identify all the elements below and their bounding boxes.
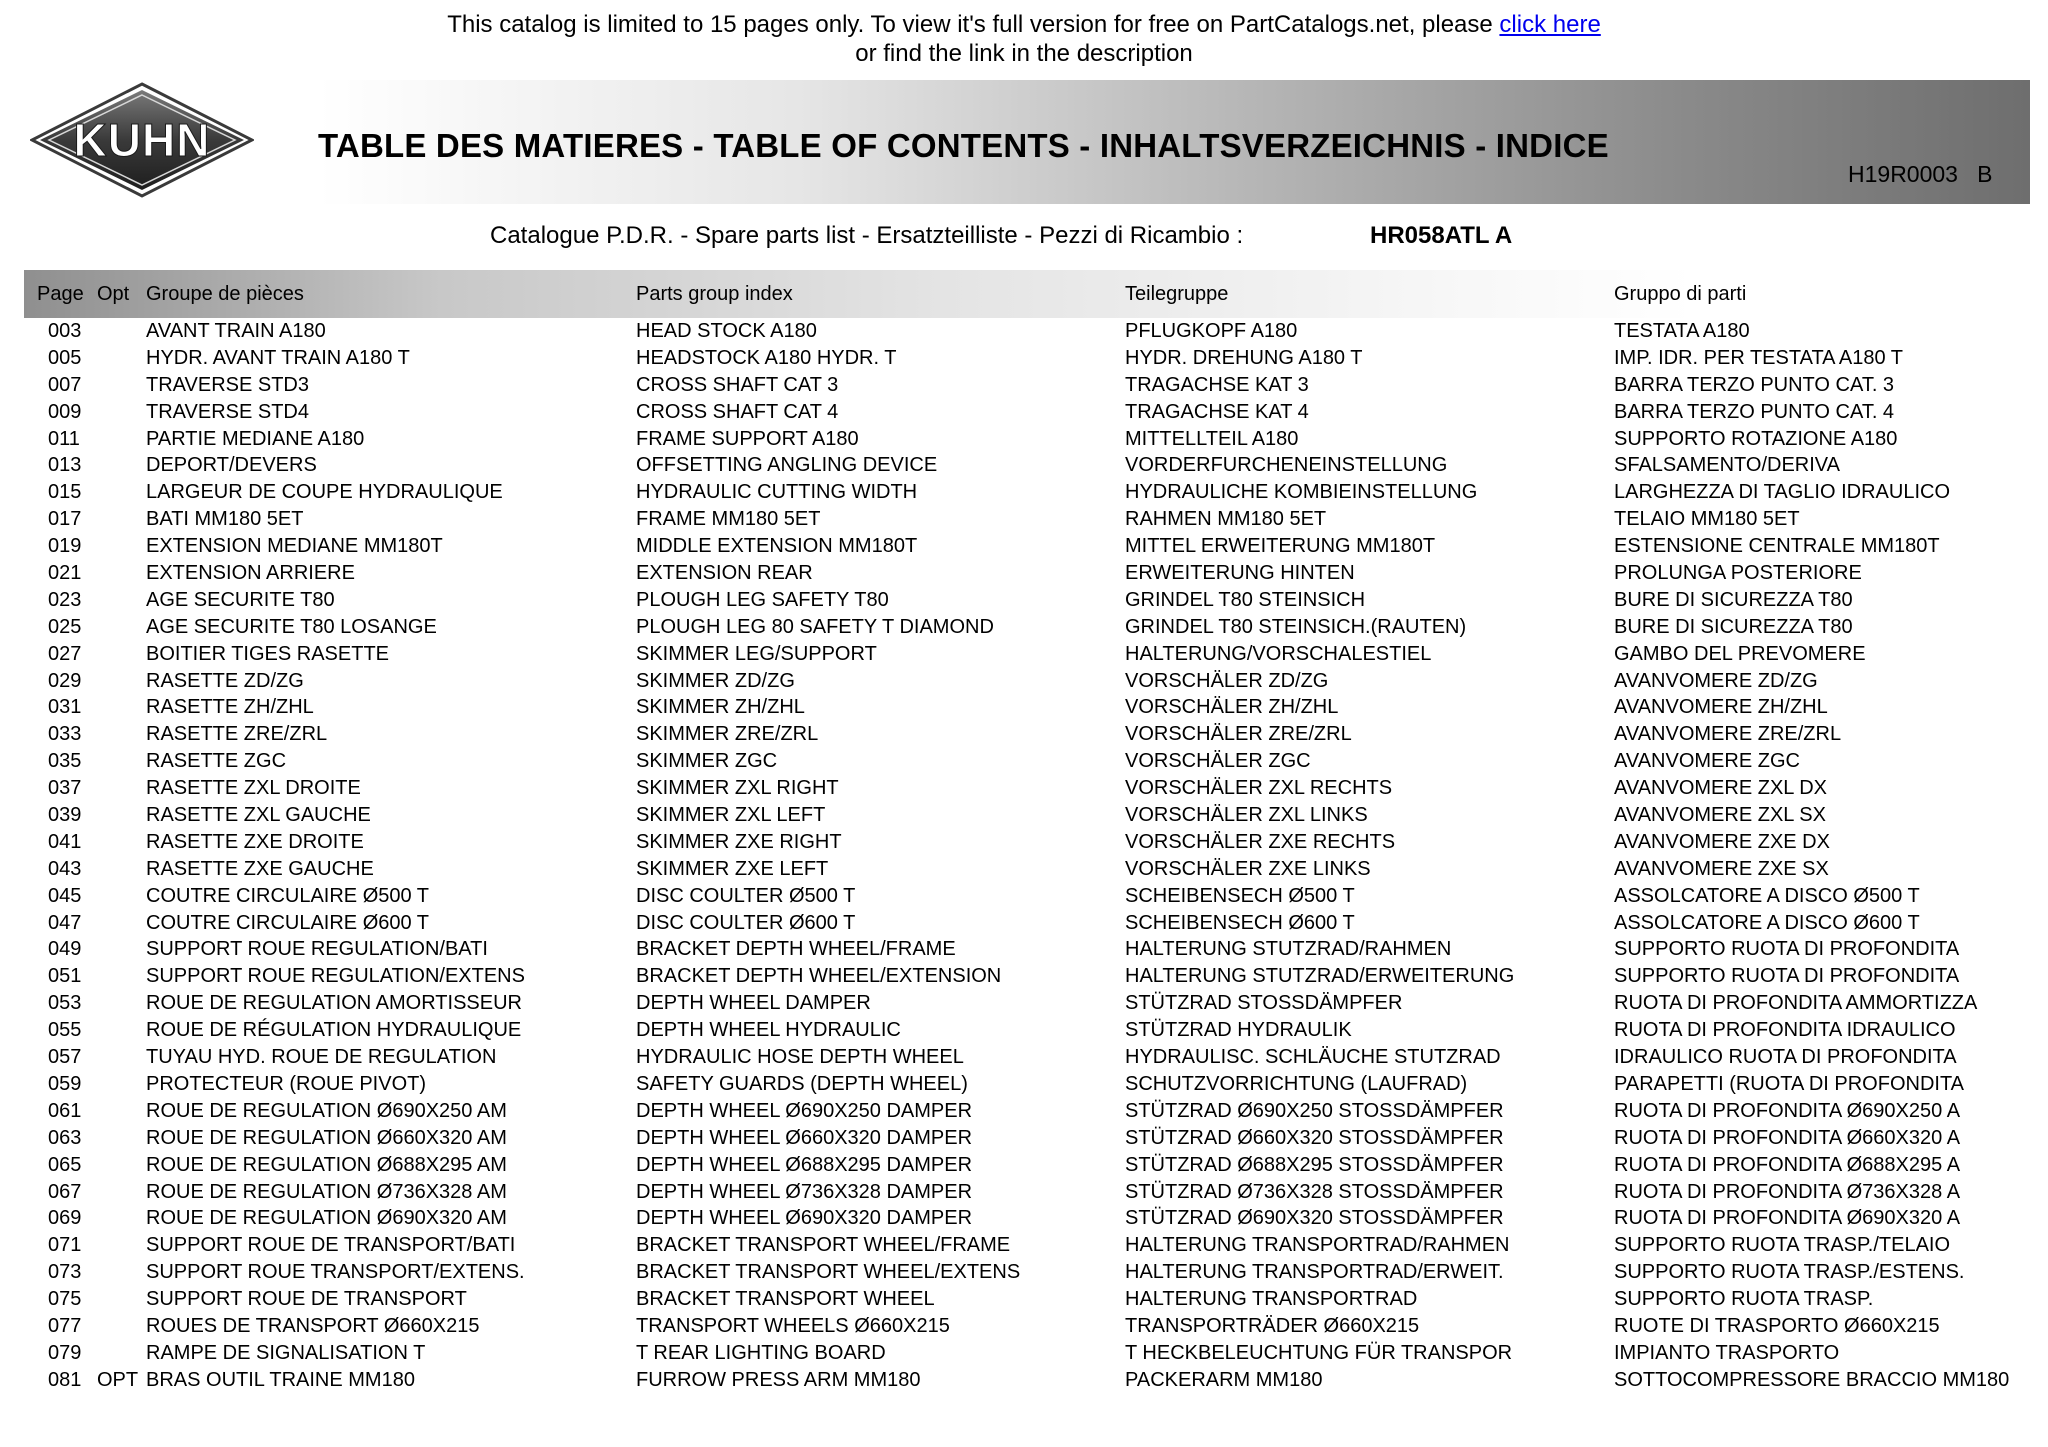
- cell-de: VORSCHÄLER ZGC: [1125, 750, 1311, 773]
- cell-de: VORSCHÄLER ZRE/ZRL: [1125, 723, 1352, 746]
- cell-en: HEADSTOCK A180 HYDR. T: [636, 346, 897, 369]
- cell-page: 021: [48, 562, 82, 585]
- table-row: [0, 426, 2048, 453]
- contents-table: [0, 318, 2048, 1394]
- cell-it: GAMBO DEL PREVOMERE: [1614, 642, 1866, 665]
- notice-line-1: [0, 10, 2048, 39]
- cell-it: AVANVOMERE ZXE SX: [1614, 857, 1829, 880]
- cell-page: 029: [48, 669, 82, 692]
- cell-fr: RASETTE ZRE/ZRL: [146, 723, 328, 746]
- cell-page: 003: [48, 320, 82, 342]
- cell-en: BRACKET TRANSPORT WHEEL/FRAME: [636, 1234, 1011, 1257]
- cell-page: 051: [48, 965, 82, 988]
- cell-it: SUPPORTO RUOTA TRASP./TELAIO: [1614, 1234, 1951, 1257]
- cell-fr: RASETTE ZD/ZG: [146, 669, 304, 692]
- cell-en: TRANSPORT WHEELS Ø660X215: [636, 1314, 950, 1337]
- cell-en: SKIMMER ZRE/ZRL: [636, 723, 819, 746]
- cell-de: PACKERARM MM180: [1125, 1368, 1323, 1391]
- cell-en: DEPTH WHEEL Ø688X295 DAMPER: [636, 1153, 973, 1176]
- table-row: [0, 533, 2048, 560]
- cell-page: 045: [48, 884, 82, 907]
- cell-de: HYDRAULICHE KOMBIEINSTELLUNG: [1125, 481, 1478, 504]
- cell-en: BRACKET TRANSPORT WHEEL/EXTENS: [636, 1261, 1021, 1284]
- cell-page: 035: [48, 750, 82, 773]
- cell-de: RAHMEN MM180 5ET: [1125, 508, 1327, 531]
- header-en: Parts group index: [636, 283, 793, 305]
- table-row: [0, 1367, 2048, 1394]
- cell-page: 063: [48, 1126, 82, 1149]
- cell-fr: RASETTE ZGC: [146, 750, 287, 773]
- cell-de: STÜTZRAD Ø690X320 STOSSDÄMPFER: [1125, 1207, 1504, 1230]
- header-opt: Opt: [97, 283, 130, 305]
- cell-en: EXTENSION REAR: [636, 562, 813, 585]
- cell-it: PROLUNGA POSTERIORE: [1614, 562, 1862, 585]
- cell-page: 079: [48, 1341, 82, 1364]
- cell-fr: ROUE DE REGULATION Ø690X320 AM: [146, 1207, 507, 1230]
- cell-en: BRACKET TRANSPORT WHEEL: [636, 1288, 935, 1311]
- cell-fr: RASETTE ZXL GAUCHE: [146, 804, 371, 827]
- cell-it: LARGHEZZA DI TAGLIO IDRAULICO: [1614, 481, 1950, 504]
- cell-fr: RASETTE ZH/ZHL: [146, 696, 314, 719]
- cell-de: HALTERUNG TRANSPORTRAD/ERWEIT.: [1125, 1261, 1504, 1284]
- cell-it: PARAPETTI (RUOTA DI PROFONDITA: [1614, 1072, 1965, 1095]
- cell-fr: SUPPORT ROUE DE TRANSPORT/BATI: [146, 1234, 516, 1257]
- cell-de: HALTERUNG/VORSCHALESTIEL: [1125, 642, 1432, 665]
- cell-page: 043: [48, 857, 82, 880]
- cell-it: IMPIANTO TRASPORTO: [1614, 1341, 1840, 1364]
- catalogue-code: HR058ATL A: [1370, 222, 1513, 249]
- cell-fr: PARTIE MEDIANE A180: [146, 427, 365, 450]
- cell-opt: OPT: [97, 1368, 139, 1391]
- cell-de: T HECKBELEUCHTUNG FÜR TRANSPOR: [1125, 1341, 1513, 1364]
- table-row: [0, 856, 2048, 883]
- cell-fr: BRAS OUTIL TRAINE MM180: [146, 1368, 415, 1391]
- cell-fr: SUPPORT ROUE REGULATION/BATI: [146, 938, 488, 961]
- cell-page: 005: [48, 346, 82, 369]
- cell-page: 073: [48, 1261, 82, 1284]
- table-row: [0, 694, 2048, 721]
- cell-de: TRAGACHSE KAT 3: [1125, 373, 1309, 396]
- cell-fr: RASETTE ZXE DROITE: [146, 830, 364, 853]
- cell-fr: COUTRE CIRCULAIRE Ø500 T: [146, 884, 430, 907]
- table-row: [0, 1098, 2048, 1125]
- document-reference: H19R0003 B: [1848, 161, 1993, 187]
- cell-de: STÜTZRAD STOSSDÄMPFER: [1125, 992, 1403, 1015]
- table-row: [0, 1179, 2048, 1206]
- cell-it: AVANVOMERE ZXL SX: [1614, 804, 1826, 827]
- cell-page: 011: [48, 427, 80, 450]
- cell-it: AVANVOMERE ZXL DX: [1614, 777, 1828, 800]
- cell-de: VORSCHÄLER ZXL RECHTS: [1125, 777, 1393, 800]
- cell-page: 049: [48, 938, 82, 961]
- cell-page: 081: [48, 1368, 82, 1391]
- cell-fr: ROUE DE REGULATION Ø690X250 AM: [146, 1099, 507, 1122]
- table-row: [0, 990, 2048, 1017]
- table-row: [0, 372, 2048, 399]
- cell-de: STÜTZRAD Ø736X328 STOSSDÄMPFER: [1125, 1180, 1504, 1203]
- cell-en: OFFSETTING ANGLING DEVICE: [636, 454, 938, 477]
- cell-page: 033: [48, 723, 82, 746]
- cell-fr: BATI MM180 5ET: [146, 508, 304, 531]
- cell-de: HALTERUNG TRANSPORTRAD: [1125, 1288, 1418, 1311]
- cell-de: HYDR. DREHUNG A180 T: [1125, 346, 1363, 369]
- cell-page: 057: [48, 1046, 82, 1069]
- table-row: [0, 668, 2048, 695]
- cell-it: RUOTA DI PROFONDITA Ø660X320 A: [1614, 1126, 1961, 1149]
- cell-en: SKIMMER LEG/SUPPORT: [636, 642, 877, 665]
- cell-it: AVANVOMERE ZRE/ZRL: [1614, 723, 1842, 746]
- cell-fr: RASETTE ZXE GAUCHE: [146, 857, 374, 880]
- cell-it: ASSOLCATORE A DISCO Ø500 T: [1614, 884, 1920, 907]
- cell-it: SUPPORTO ROTAZIONE A180: [1614, 427, 1898, 450]
- table-row: [0, 1044, 2048, 1071]
- cell-de: HALTERUNG STUTZRAD/RAHMEN: [1125, 938, 1452, 961]
- cell-fr: EXTENSION MEDIANE MM180T: [146, 535, 443, 558]
- table-row: [0, 910, 2048, 937]
- table-row: [0, 345, 2048, 372]
- cell-page: 055: [48, 1019, 82, 1042]
- cell-fr: TUYAU HYD. ROUE DE REGULATION: [146, 1046, 497, 1069]
- cell-fr: DEPORT/DEVERS: [146, 454, 317, 477]
- cell-it: SUPPORTO RUOTA TRASP.: [1614, 1288, 1874, 1311]
- cell-fr: EXTENSION ARRIERE: [146, 562, 355, 585]
- cell-en: SKIMMER ZXE LEFT: [636, 857, 829, 880]
- cell-page: 047: [48, 911, 82, 934]
- cell-page: 027: [48, 642, 82, 665]
- cell-de: ERWEITERUNG HINTEN: [1125, 562, 1355, 585]
- cell-page: 031: [48, 696, 82, 719]
- cell-page: 053: [48, 992, 82, 1015]
- table-row: [0, 399, 2048, 426]
- cell-de: STÜTZRAD Ø660X320 STOSSDÄMPFER: [1125, 1126, 1504, 1149]
- cell-de: TRANSPORTRÄDER Ø660X215: [1125, 1314, 1420, 1337]
- cell-fr: LARGEUR DE COUPE HYDRAULIQUE: [146, 481, 503, 504]
- table-row: [0, 614, 2048, 641]
- cell-page: 071: [48, 1234, 82, 1257]
- cell-en: SKIMMER ZXL RIGHT: [636, 777, 839, 800]
- cell-fr: SUPPORT ROUE REGULATION/EXTENS: [146, 965, 525, 988]
- cell-en: HEAD STOCK A180: [636, 320, 817, 342]
- cell-de: SCHUTZVORRICHTUNG (LAUFRAD): [1125, 1072, 1468, 1095]
- cell-it: ESTENSIONE CENTRALE MM180T: [1614, 535, 1940, 558]
- cell-page: 015: [48, 481, 82, 504]
- table-row: [0, 883, 2048, 910]
- table-row: [0, 721, 2048, 748]
- cell-it: AVANVOMERE ZD/ZG: [1614, 669, 1818, 692]
- cell-fr: AVANT TRAIN A180: [146, 320, 326, 342]
- cell-en: SKIMMER ZH/ZHL: [636, 696, 805, 719]
- cell-it: AVANVOMERE ZH/ZHL: [1614, 696, 1828, 719]
- cell-de: GRINDEL T80 STEINSICH: [1125, 588, 1366, 611]
- table-row: [0, 775, 2048, 802]
- cell-de: SCHEIBENSECH Ø500 T: [1125, 884, 1355, 907]
- cell-it: IDRAULICO RUOTA DI PROFONDITA: [1614, 1046, 1957, 1069]
- cell-page: 069: [48, 1207, 82, 1230]
- cell-it: RUOTA DI PROFONDITA IDRAULICO: [1614, 1019, 1956, 1042]
- table-row: [0, 1313, 2048, 1340]
- cell-fr: TRAVERSE STD3: [146, 373, 309, 396]
- catalog-limit-notice: [0, 10, 2048, 68]
- cell-fr: TRAVERSE STD4: [146, 400, 309, 423]
- cell-en: HYDRAULIC CUTTING WIDTH: [636, 481, 918, 504]
- cell-de: HYDRAULISC. SCHLÄUCHE STUTZRAD: [1125, 1046, 1501, 1069]
- cell-de: VORSCHÄLER ZXE LINKS: [1125, 857, 1371, 880]
- cell-it: SUPPORTO RUOTA DI PROFONDITA: [1614, 938, 1960, 961]
- table-row: [0, 1232, 2048, 1259]
- catalogue-label: Catalogue P.D.R. - Spare parts list - Ersatzteilliste - Pezzi di Ricambio :: [490, 222, 1244, 249]
- cell-page: 023: [48, 588, 82, 611]
- cell-it: RUOTA DI PROFONDITA Ø736X328 A: [1614, 1180, 1961, 1203]
- cell-fr: ROUE DE REGULATION Ø688X295 AM: [146, 1153, 507, 1176]
- cell-de: MITTELLTEIL A180: [1125, 427, 1299, 450]
- header-it: Gruppo di parti: [1614, 283, 1747, 305]
- cell-fr: ROUE DE REGULATION Ø660X320 AM: [146, 1126, 507, 1149]
- cell-it: RUOTA DI PROFONDITA Ø688X295 A: [1614, 1153, 1961, 1176]
- cell-fr: BOITIER TIGES RASETTE: [146, 642, 390, 665]
- cell-fr: COUTRE CIRCULAIRE Ø600 T: [146, 911, 430, 934]
- cell-fr: RAMPE DE SIGNALISATION T: [146, 1341, 426, 1364]
- cell-en: DEPTH WHEEL DAMPER: [636, 992, 871, 1015]
- table-row: [0, 641, 2048, 668]
- header-fr: Groupe de pièces: [146, 283, 304, 305]
- cell-en: DEPTH WHEEL Ø690X250 DAMPER: [636, 1099, 973, 1122]
- cell-fr: PROTECTEUR (ROUE PIVOT): [146, 1072, 427, 1095]
- table-row: [0, 1205, 2048, 1232]
- cell-it: AVANVOMERE ZXE DX: [1614, 830, 1830, 853]
- cell-it: SFALSAMENTO/DERIVA: [1614, 454, 1840, 477]
- cell-fr: AGE SECURITE T80 LOSANGE: [146, 615, 437, 638]
- cell-page: 039: [48, 804, 82, 827]
- cell-it: RUOTA DI PROFONDITA Ø690X320 A: [1614, 1207, 1961, 1230]
- cell-it: BARRA TERZO PUNTO CAT. 3: [1614, 373, 1895, 396]
- table-row: [0, 1017, 2048, 1044]
- table-row: [0, 1125, 2048, 1152]
- table-row: [0, 936, 2048, 963]
- cell-en: DEPTH WHEEL HYDRAULIC: [636, 1019, 901, 1042]
- table-row: [0, 560, 2048, 587]
- cell-it: TESTATA A180: [1614, 320, 1750, 342]
- header-de: Teilegruppe: [1125, 283, 1229, 305]
- cell-it: BARRA TERZO PUNTO CAT. 4: [1614, 400, 1895, 423]
- cell-en: DISC COULTER Ø500 T: [636, 884, 856, 907]
- cell-page: 059: [48, 1072, 82, 1095]
- header-page: Page: [37, 283, 84, 305]
- cell-en: FRAME MM180 5ET: [636, 508, 821, 531]
- cell-de: STÜTZRAD Ø688X295 STOSSDÄMPFER: [1125, 1153, 1504, 1176]
- cell-fr: ROUE DE REGULATION AMORTISSEUR: [146, 992, 522, 1015]
- notice-line-2: or find the link in the description: [855, 40, 1193, 67]
- cell-page: 067: [48, 1180, 82, 1203]
- cell-de: HALTERUNG TRANSPORTRAD/RAHMEN: [1125, 1234, 1510, 1257]
- cell-it: ASSOLCATORE A DISCO Ø600 T: [1614, 911, 1920, 934]
- cell-en: DEPTH WHEEL Ø736X328 DAMPER: [636, 1180, 973, 1203]
- cell-fr: SUPPORT ROUE DE TRANSPORT: [146, 1288, 467, 1311]
- cell-page: 009: [48, 400, 82, 423]
- cell-it: SUPPORTO RUOTA DI PROFONDITA: [1614, 965, 1960, 988]
- cell-de: MITTEL ERWEITERUNG MM180T: [1125, 535, 1436, 558]
- table-row: [0, 963, 2048, 990]
- cell-de: GRINDEL T80 STEINSICH.(RAUTEN): [1125, 615, 1467, 638]
- cell-page: 077: [48, 1314, 82, 1337]
- table-row: [0, 1152, 2048, 1179]
- table-row: [0, 829, 2048, 856]
- cell-de: STÜTZRAD Ø690X250 STOSSDÄMPFER: [1125, 1099, 1504, 1122]
- cell-fr: ROUES DE TRANSPORT Ø660X215: [146, 1314, 480, 1337]
- cell-de: SCHEIBENSECH Ø600 T: [1125, 911, 1355, 934]
- cell-en: HYDRAULIC HOSE DEPTH WHEEL: [636, 1046, 964, 1069]
- cell-it: RUOTE DI TRASPORTO Ø660X215: [1614, 1314, 1940, 1337]
- cell-en: SKIMMER ZXL LEFT: [636, 804, 826, 827]
- cell-it: BURE DI SICUREZZA T80: [1614, 615, 1853, 638]
- table-row: [0, 479, 2048, 506]
- cell-de: TRAGACHSE KAT 4: [1125, 400, 1309, 423]
- cell-en: DEPTH WHEEL Ø690X320 DAMPER: [636, 1207, 973, 1230]
- cell-en: DISC COULTER Ø600 T: [636, 911, 856, 934]
- page-title: TABLE DES MATIERES - TABLE OF CONTENTS - INHALTSVERZEICHNIS - INDICE: [318, 127, 1609, 164]
- cell-page: 019: [48, 535, 82, 558]
- cell-de: VORSCHÄLER ZXL LINKS: [1125, 804, 1368, 827]
- cell-it: RUOTA DI PROFONDITA Ø690X250 A: [1614, 1099, 1961, 1122]
- kuhn-logo: [30, 82, 254, 198]
- cell-en: CROSS SHAFT CAT 4: [636, 400, 839, 423]
- cell-page: 025: [48, 615, 82, 638]
- cell-fr: ROUE DE RÉGULATION HYDRAULIQUE: [146, 1019, 522, 1042]
- cell-de: VORSCHÄLER ZD/ZG: [1125, 669, 1329, 692]
- cell-page: 065: [48, 1153, 82, 1176]
- cell-de: HALTERUNG STUTZRAD/ERWEITERUNG: [1125, 965, 1515, 988]
- cell-it: BURE DI SICUREZZA T80: [1614, 588, 1853, 611]
- table-row: [0, 802, 2048, 829]
- notice-text: This catalog is limited to 15 pages only. To view it's full version for free on PartCatalogs.net, please: [447, 11, 1493, 38]
- table-row: [0, 748, 2048, 775]
- cell-en: DEPTH WHEEL Ø660X320 DAMPER: [636, 1126, 973, 1149]
- cell-it: RUOTA DI PROFONDITA AMMORTIZZA: [1614, 992, 1978, 1015]
- cell-en: SKIMMER ZGC: [636, 750, 778, 773]
- cell-de: PFLUGKOPF A180: [1125, 320, 1298, 342]
- cell-page: 007: [48, 373, 82, 396]
- cell-page: 017: [48, 508, 82, 531]
- cell-en: BRACKET DEPTH WHEEL/EXTENSION: [636, 965, 1002, 988]
- table-row: [0, 318, 2048, 345]
- table-row: [0, 1286, 2048, 1313]
- logo-wordmark: KUHN: [73, 114, 211, 166]
- cell-de: VORSCHÄLER ZH/ZHL: [1125, 696, 1339, 719]
- table-row: [0, 452, 2048, 479]
- cell-en: PLOUGH LEG SAFETY T80: [636, 588, 889, 611]
- cell-en: SAFETY GUARDS (DEPTH WHEEL): [636, 1072, 968, 1095]
- table-row: [0, 587, 2048, 614]
- cell-fr: RASETTE ZXL DROITE: [146, 777, 361, 800]
- cell-de: VORDERFURCHENEINSTELLUNG: [1125, 454, 1448, 477]
- cell-en: CROSS SHAFT CAT 3: [636, 373, 839, 396]
- cell-fr: HYDR. AVANT TRAIN A180 T: [146, 346, 410, 369]
- cell-page: 041: [48, 830, 82, 853]
- table-row: [0, 506, 2048, 533]
- cell-fr: AGE SECURITE T80: [146, 588, 335, 611]
- cell-en: FURROW PRESS ARM MM180: [636, 1368, 921, 1391]
- cell-en: SKIMMER ZD/ZG: [636, 669, 795, 692]
- table-row: [0, 1071, 2048, 1098]
- cell-page: 013: [48, 454, 82, 477]
- cell-en: SKIMMER ZXE RIGHT: [636, 830, 842, 853]
- cell-de: STÜTZRAD HYDRAULIK: [1125, 1019, 1352, 1042]
- cell-en: BRACKET DEPTH WHEEL/FRAME: [636, 938, 956, 961]
- cell-it: IMP. IDR. PER TESTATA A180 T: [1614, 346, 1903, 369]
- cell-en: PLOUGH LEG 80 SAFETY T DIAMOND: [636, 615, 994, 638]
- cell-it: TELAIO MM180 5ET: [1614, 508, 1800, 531]
- cell-en: FRAME SUPPORT A180: [636, 427, 859, 450]
- table-row: [0, 1259, 2048, 1286]
- cell-fr: ROUE DE REGULATION Ø736X328 AM: [146, 1180, 507, 1203]
- cell-de: VORSCHÄLER ZXE RECHTS: [1125, 830, 1396, 853]
- cell-en: T REAR LIGHTING BOARD: [636, 1341, 886, 1364]
- cell-page: 061: [48, 1099, 82, 1122]
- cell-it: AVANVOMERE ZGC: [1614, 750, 1800, 773]
- cell-it: SOTTOCOMPRESSORE BRACCIO MM180: [1614, 1368, 2010, 1391]
- cell-fr: SUPPORT ROUE TRANSPORT/EXTENS.: [146, 1261, 525, 1284]
- click-here-link[interactable]: click here: [1499, 11, 1601, 38]
- table-row: [0, 1340, 2048, 1367]
- cell-page: 037: [48, 777, 82, 800]
- cell-en: MIDDLE EXTENSION MM180T: [636, 535, 918, 558]
- cell-it: SUPPORTO RUOTA TRASP./ESTENS.: [1614, 1261, 1965, 1284]
- cell-page: 075: [48, 1288, 82, 1311]
